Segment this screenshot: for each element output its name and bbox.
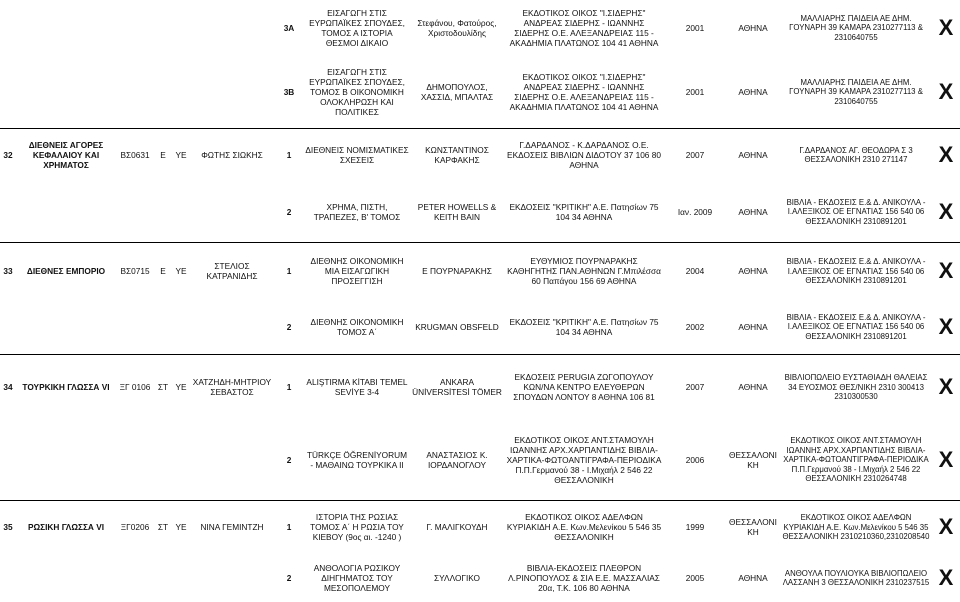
table-row (0, 56, 960, 128)
book-number-cell: 2 (286, 454, 292, 465)
code-cell (116, 56, 154, 128)
course-cell (16, 56, 116, 128)
year-cell: 2004 (664, 242, 726, 300)
instructor-cell: ΣΤΕΛΙΟΣ ΚΑΤΡΑΝΙΔΗΣ (190, 242, 274, 300)
year-cell: 2001 (685, 86, 705, 97)
course-cell: ΤΟΥΡΚΙΚΗ ΓΛΩΣΣΑ VI (16, 354, 116, 420)
distributor-cell: Γ.ΔΑΡΔΑΝΟΣ ΑΓ. ΘΕΟΔΩΡΑ Σ 3 ΘΕΣΣΑΛΟΝΙΚΗ 2310 271147 (780, 128, 932, 182)
distributor-cell: ΒΙΒΛΙΑ - ΕΚΔΟΣΕΙΣ Ε.& Δ. ΑΝΙΚΟΥΛΑ - Ι.ΑΛΕΞΙΚΟΣ ΟΕ ΕΓΝΑΤΙΑΣ 156 540 06 ΘΕΣΣΑΛΟΝΙΚΗ 2310891201 (786, 197, 926, 226)
course-cell (16, 420, 116, 500)
city-cell: ΘΕΣΣΑΛΟΝΙΚΗ (729, 449, 777, 470)
num-cell (0, 182, 16, 242)
semester-cell (154, 300, 172, 354)
course-cell: ΔΙΕΘΝΕΙΣ ΑΓΟΡΕΣ ΚΕΦΑΛΑΙΟΥ ΚΑΙ ΧΡΗΜΑΤΟΣ (16, 128, 116, 182)
book-number-cell: 2 (286, 321, 292, 332)
title-cell: ΙΣΤΟΡΙΑ ΤΗΣ ΡΩΣΙΑΣ ΤΟΜΟΣ Α΄ Η ΡΩΣΙΑ ΤΟΥ ΚΙΕΒΟΥ (9ος αι. -1240 ) (304, 500, 410, 554)
title-cell: ΔΙΕΘΝΕΙΣ ΝΟΜΙΣΜΑΤΙΚΕΣ ΣΧΕΣΕΙΣ (304, 128, 410, 182)
distributor-cell: ΒΙΒΛΙΑ - ΕΚΔΟΣΕΙΣ Ε.& Δ. ΑΝΙΚΟΥΛΑ - Ι.ΑΛΕΞΙΚΟΣ ΟΕ ΕΓΝΑΤΙΑΣ 156 540 06 ΘΕΣΣΑΛΟΝΙΚΗ 2310891201 (786, 312, 926, 341)
year-cell: 2006 (685, 454, 705, 465)
book-number-cell: 3B (283, 86, 295, 97)
table-row (0, 420, 960, 500)
book-number-cell: 2 (286, 573, 292, 583)
author-cell: Στεφάνου, Φατούρος, Χριστοδουλίδης (417, 18, 497, 38)
semester-cell: ΣΤ (154, 354, 172, 420)
code-cell: ΒΣ0715 (116, 242, 154, 300)
code-cell: ΒΣ0631 (116, 128, 154, 182)
type-cell: ΥΕ (172, 128, 190, 182)
num-cell (0, 300, 16, 354)
type-cell: ΥΕ (172, 500, 190, 554)
city-cell: ΑΘΗΝΑ (738, 86, 768, 97)
city-cell: ΑΘΗΝΑ (726, 242, 780, 300)
author-cell: ANKARA ÜNİVERSİTESİ TÖMER (410, 354, 504, 420)
book-number-cell: 2 (286, 206, 292, 217)
year-cell: 1999 (664, 500, 726, 554)
semester-cell (154, 0, 172, 56)
code-cell (116, 182, 154, 242)
book-number-cell: 1 (274, 354, 304, 420)
course-cell (16, 300, 116, 354)
author-cell: Γ. ΜΑΛΙΓΚΟΥΔΗ (410, 500, 504, 554)
distributor-cell: ΕΚΔΟΤΙΚΟΣ ΟΙΚΟΣ ΑΔΕΛΦΩΝ ΚΥΡΙΑΚΙΔΗ Α.Ε. Κων.Μελενίκου 5 546 35 ΘΕΣΣΑΛΟΝΙΚΗ 2310210360,2310208540 (780, 500, 932, 554)
type-cell: ΥΕ (172, 242, 190, 300)
book-number-cell: 3A (283, 23, 295, 33)
book-number-cell: 1 (274, 128, 304, 182)
instructor-cell (190, 56, 274, 128)
table-row (0, 554, 960, 602)
semester-cell: Ε (154, 128, 172, 182)
code-cell: ΞΓ 0106 (116, 354, 154, 420)
instructor-cell (190, 554, 274, 602)
course-cell (16, 554, 116, 602)
mark-cell: X (938, 78, 954, 104)
distributor-cell: ΜΑΛΛΙΑΡΗΣ ΠΑΙΔΕΙΑ ΑΕ ΔΗΜ. ΓΟΥΝΑΡΗ 39 ΚΑΜΑΡΑ 2310277113 & 2310640755 (789, 13, 923, 42)
author-cell: PETER HOWELLS & KEITH BAIN (417, 201, 497, 222)
publisher-cell: ΕΚΔΟΣΕΙΣ "ΚΡΙΤΙΚΗ" Α.Ε. Πατησίων 75 104 34 ΑΘΗΝΑ (509, 316, 659, 337)
mark-cell: X (938, 446, 954, 472)
title-cell: ALIŞTIRMA KİTABI TEMEL SEVİYE 3-4 (304, 354, 410, 420)
title-cell: ΑΝΘΟΛΟΓΙΑ ΡΩΣΙΚΟΥ ΔΙΗΓΗΜΑΤΟΣ ΤΟΥ ΜΕΣΟΠΟΛΕΜΟΥ (313, 563, 401, 593)
distributor-cell: ΒΙΒΛΙΑ - ΕΚΔΟΣΕΙΣ Ε.& Δ. ΑΝΙΚΟΥΛΑ - Ι.ΑΛΕΞΙΚΟΣ ΟΕ ΕΓΝΑΤΙΑΣ 156 540 06 ΘΕΣΣΑΛΟΝΙΚΗ 2310891201 (780, 242, 932, 300)
instructor-cell: ΧΑΤΖΗΔΗ-ΜΗΤΡΙΟΥ ΣΕΒΑΣΤΟΣ (190, 354, 274, 420)
code-cell (116, 0, 154, 56)
mark-cell: X (932, 128, 960, 182)
distributor-cell: ΒΙΒΛΙΟΠΩΛΕΙΟ ΕΥΣΤΑΘΙΑΔΗ ΘΑΛΕΙΑΣ 34 ΕΥΟΣΜΟΣ ΘΕΣ/ΝΙΚΗ 2310 300413 2310300530 (780, 354, 932, 420)
table-row (0, 0, 960, 56)
year-cell: 2007 (664, 128, 726, 182)
city-cell: ΑΘΗΝΑ (726, 354, 780, 420)
instructor-cell (190, 300, 274, 354)
code-cell (116, 300, 154, 354)
author-cell: ΑΝΑΣΤΑΣΙΟΣ Κ. ΙΟΡΔΑΝΟΓΛΟΥ (426, 449, 488, 470)
distributor-cell: ΑΝΘΟΥΛΑ ΠΟΥΛΙΟΥΚΑ ΒΙΒΛΙΟΠΩΛΕΙΟ ΛΑΣΣΑΝΗ 3 ΘΕΣΣΑΛΟΝΙΚΗ 2310237515 (782, 568, 930, 587)
book-number-cell: 1 (274, 500, 304, 554)
distributor-cell: ΕΚΔΟΤΙΚΟΣ ΟΙΚΟΣ ΑΝΤ.ΣΤΑΜΟΥΛΗ ΙΩΑΝΝΗΣ ΑΡΧ.ΧΑΡΠΑΝΤΙΔΗΣ ΒΙΒΛΙΑ-ΧΑΡΤΙΚΑ-ΦΩΤΟΑΝΤΙΓΡΑΦΑ-ΠΕΡΙΟΔΙΚΑ Π.Π.Γερμανού 38 - Ι.Μιχαήλ 2 546 22 ΘΕΣΣΑΛΟΝΙΚΗ 2310264748 (783, 436, 929, 483)
instructor-cell (190, 182, 274, 242)
city-cell: ΑΘΗΝΑ (738, 573, 768, 583)
num-cell: 35 (0, 500, 16, 554)
publisher-cell: ΕΚΔΟΤΙΚΟΣ ΟΙΚΟΣ "Ι.ΣΙΔΕΡΗΣ" ΑΝΔΡΕΑΣ ΣΙΔΕΡΗΣ - ΙΩΑΝΝΗΣ ΣΙΔΕΡΗΣ Ο.Ε. ΑΛΕΞΑΝΔΡΕΙΑΣ 115 - ΑΚΑΔΗΜΙΑ ΠΛΑΤΩΝΟΣ 104 41 ΑΘΗΝΑ (509, 8, 659, 48)
title-cell: ΔΙΕΘΝΗΣ ΟΙΚΟΝΟΜΙΚΗ ΤΟΜΟΣ Α΄ (310, 316, 404, 337)
year-cell: 2005 (685, 573, 705, 583)
table-row (0, 500, 960, 554)
num-cell (0, 554, 16, 602)
type-cell (172, 182, 190, 242)
title-cell: ΕΙΣΑΓΩΓΗ ΣΤΙΣ ΕΥΡΩΠΑΪΚΕΣ ΣΠΟΥΔΕΣ, ΤΟΜΟΣ Α ΙΣΤΟΡΙΑ ΘΕΣΜΟΙ ΔΙΚΑΙΟ (309, 8, 405, 48)
publisher-cell: ΕΥΘΥΜΙΟΣ ΠΟΥΡΝΑΡΑΚΗΣ ΚΑΘΗΓΗΤΗΣ ΠΑΝ.ΑΘΗΝΩΝ Γ.Μπιλέσσα 60 Παπάγου 156 69 ΑΘΗΝΑ (504, 242, 664, 300)
author-cell: ΔΗΜΟΠΟΥΛΟΣ, ΧΑΣΣΙΔ, ΜΠΑΛΤΑΣ (420, 81, 494, 102)
author-cell: Ε ΠΟΥΡΝΑΡΑΚΗΣ (410, 242, 504, 300)
semester-cell (154, 554, 172, 602)
year-cell: Ιαν. 2009 (677, 206, 713, 217)
num-cell: 34 (0, 354, 16, 420)
mark-cell: X (932, 500, 960, 554)
instructor-cell (190, 420, 274, 500)
code-cell (116, 554, 154, 602)
table-row (0, 242, 960, 300)
title-cell: ΕΙΣΑΓΩΓΗ ΣΤΙΣ ΕΥΡΩΠΑΪΚΕΣ ΣΠΟΥΔΕΣ, ΤΟΜΟΣ Β ΟΙΚΟΝΟΜΙΚΗ ΟΛΟΚΛΗΡΩΣΗ ΚΑΙ ΠΟΛΙΤΙΚΕΣ (309, 66, 405, 117)
code-cell: ΞΓ0206 (116, 500, 154, 554)
semester-cell (154, 182, 172, 242)
type-cell (172, 300, 190, 354)
publisher-cell: ΕΚΔΟΣΕΙΣ "ΚΡΙΤΙΚΗ" Α.Ε. Πατησίων 75 104 34 ΑΘΗΝΑ (509, 201, 659, 222)
course-cell: ΡΩΣΙΚΗ ΓΛΩΣΣΑ VI (16, 500, 116, 554)
type-cell (172, 0, 190, 56)
type-cell (172, 420, 190, 500)
year-cell: 2001 (685, 23, 705, 33)
instructor-cell: ΝΙΝΑ ΓΕΜΙΝΤΖΗ (190, 500, 274, 554)
author-cell: KRUGMAN OBSFELD (415, 321, 499, 332)
table-row (0, 128, 960, 182)
instructor-cell (190, 0, 274, 56)
table-row (0, 182, 960, 242)
city-cell: ΑΘΗΝΑ (738, 321, 768, 332)
book-number-cell: 1 (274, 242, 304, 300)
num-cell (0, 56, 16, 128)
mark-cell: X (932, 242, 960, 300)
year-cell: 2002 (685, 321, 705, 332)
table-row (0, 300, 960, 354)
num-cell (0, 420, 16, 500)
mark-cell: X (938, 198, 954, 224)
mark-cell: X (938, 313, 954, 339)
type-cell (172, 554, 190, 602)
course-cell: ΔΙΕΘΝΕΣ ΕΜΠΟΡΙΟ (16, 242, 116, 300)
semester-cell: ΣΤ (154, 500, 172, 554)
semester-cell (154, 56, 172, 128)
course-cell (16, 0, 116, 56)
semester-cell: Ε (154, 242, 172, 300)
mark-cell: X (932, 354, 960, 420)
city-cell: ΘΕΣΣΑΛΟΝΙΚΗ (726, 500, 780, 554)
publisher-cell: ΕΚΔΟΣΕΙΣ PERUGIA ΖΩΓΟΠΟΥΛΟΥ ΚΩΝ/ΝΑ ΚΕΝΤΡΟ ΕΛΕΥΘΕΡΩΝ ΣΠΟΥΔΩΝ ΛΟΝΤΟΥ 8 ΑΘΗΝΑ 106 81 (504, 354, 664, 420)
semester-cell (154, 420, 172, 500)
code-cell (116, 420, 154, 500)
publisher-cell: ΒΙΒΛΙΑ-ΕΚΔΟΣΕΙΣ ΠΛΕΘΡΟΝ Λ.ΡΙΝΟΠΟΥΛΟΣ & ΣΙΑ Ε.Ε. ΜΑΣΣΑΛΙΑΣ 20α, Τ.Κ. 106 80 ΑΘΗΝΑ (508, 563, 660, 593)
type-cell: ΥΕ (172, 354, 190, 420)
city-cell: ΑΘΗΝΑ (738, 23, 768, 33)
publisher-cell: ΕΚΔΟΤΙΚΟΣ ΟΙΚΟΣ ΑΝΤ.ΣΤΑΜΟΥΛΗ ΙΩΑΝΝΗΣ ΑΡΧ.ΧΑΡΠΑΝΤΙΔΗΣ ΒΙΒΛΙΑ-ΧΑΡΤΙΚΑ-ΦΩΤΟΑΝΤΙΓΡΑΦΑ-ΠΕΡΙΟΔΙΚΑ Π.Π.Γερμανού 38 - Ι.Μιχαήλ 2 546 22 ΘΕΣΣΑΛΟΝΙΚΗ (506, 434, 662, 485)
publisher-cell: Γ.ΔΑΡΔΑΝΟΣ - Κ.ΔΑΡΔΑΝΟΣ Ο.Ε. ΕΚΔΟΣΕΙΣ ΒΙΒΛΙΩΝ ΔΙΔΟΤΟΥ 37 106 80 ΑΘΗΝΑ (504, 128, 664, 182)
instructor-cell: ΦΩΤΗΣ ΣΙΩΚΗΣ (190, 128, 274, 182)
title-cell: ΔΙΕΘΝΗΣ ΟΙΚΟΝΟΜΙΚΗ ΜΙΑ ΕΙΣΑΓΩΓΙΚΗ ΠΡΟΣΕΓΓΙΣΗ (304, 242, 410, 300)
num-cell: 33 (0, 242, 16, 300)
publisher-cell: ΕΚΔΟΤΙΚΟΣ ΟΙΚΟΣ ΑΔΕΛΦΩΝ ΚΥΡΙΑΚΙΔΗ Α.Ε. Κων.Μελενίκου 5 546 35 ΘΕΣΣΑΛΟΝΙΚΗ (504, 500, 664, 554)
type-cell (172, 56, 190, 128)
author-cell: ΣΥΛΛΟΓΙΚΟ (433, 573, 481, 583)
num-cell (0, 0, 16, 56)
num-cell: 32 (0, 128, 16, 182)
title-cell: ΧΡΗΜΑ, ΠΙΣΤΗ, ΤΡΑΠΕΖΕΣ, Β' ΤΟΜΟΣ (313, 201, 401, 222)
mark-cell: X (938, 565, 954, 590)
title-cell: TÜRKÇE ÖĞRENİYORUM - ΜΑΘΑΙΝΩ ΤΟΥΡΚΙΚΑ ΙΙ (306, 449, 408, 470)
publisher-cell: ΕΚΔΟΤΙΚΟΣ ΟΙΚΟΣ "Ι.ΣΙΔΕΡΗΣ" ΑΝΔΡΕΑΣ ΣΙΔΕΡΗΣ - ΙΩΑΝΝΗΣ ΣΙΔΕΡΗΣ Ο.Ε. ΑΛΕΞΑΝΔΡΕΙΑΣ 115 - ΑΚΑΔΗΜΙΑ ΠΛΑΤΩΝΟΣ 104 41 ΑΘΗΝΑ (509, 71, 659, 112)
city-cell: ΑΘΗΝΑ (738, 206, 768, 217)
table-row (0, 354, 960, 420)
mark-cell: X (938, 15, 954, 40)
course-cell (16, 182, 116, 242)
year-cell: 2007 (664, 354, 726, 420)
city-cell: ΑΘΗΝΑ (726, 128, 780, 182)
distributor-cell: ΜΑΛΛΙΑΡΗΣ ΠΑΙΔΕΙΑ ΑΕ ΔΗΜ. ΓΟΥΝΑΡΗ 39 ΚΑΜΑΡΑ 2310277113 & 2310640755 (789, 77, 923, 106)
author-cell: ΚΩΝΣΤΑΝΤΙΝΟΣ ΚΑΡΦΑΚΗΣ (410, 128, 504, 182)
